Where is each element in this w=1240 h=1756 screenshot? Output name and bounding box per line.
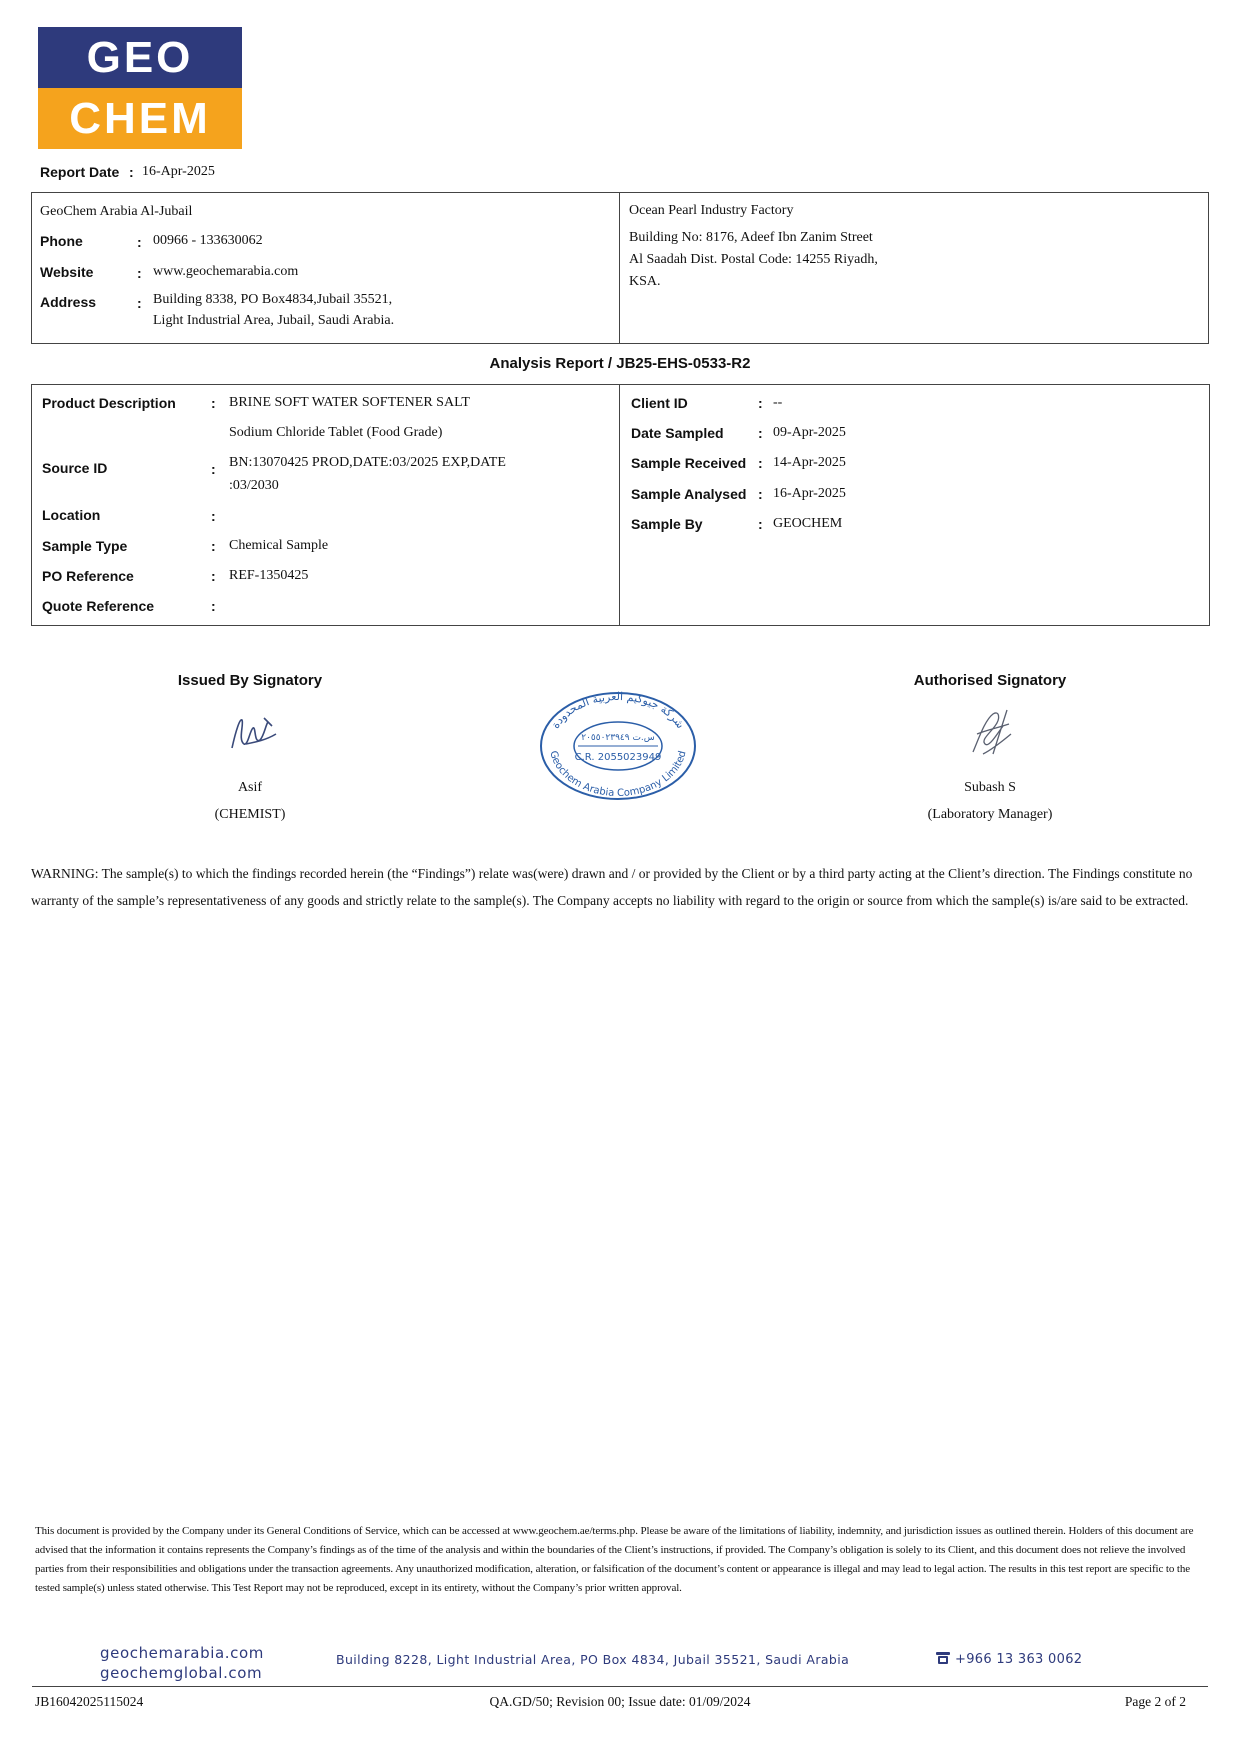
colon: : — [211, 598, 216, 614]
issued-signatory-name: Asif — [237, 780, 263, 795]
issuer-address-label: Address — [40, 294, 97, 310]
po-reference-value: REF-1350425 — [229, 568, 309, 583]
issued-signatory-title: Issued By Signatory — [177, 672, 323, 689]
terms-text: This document is provided by the Company under its General Conditions of Service, which can be accessed at www.geochem.ae/terms.php. Please be aware of the limitations of liability, indemnity, and jurisdiction issues as outlined therein. Holders of this document are advised that the information it contains represents the Company’s findings as of the time of the analysis and within the boundaries of the Client’s instructions, if provided. The Company’s obligation is solely to its Client, and this document does not relieve the involved parties from their responsibilities and obligations under the transaction agreements. Any unauthorized modification, alteration, or falsification of the document’s content or appearance is illegal and may lead to legal action. The results in this test report are specific to the tested sample(s) unless stated otherwise. This Test Report may not be reproduced, except in its entirety, without the Company’s prior written approval. — [35, 1525, 1194, 1594]
footer-page-number: Page 2 of 2 — [1124, 1694, 1186, 1709]
sample-received-value: 14-Apr-2025 — [773, 455, 846, 470]
warning-text: WARNING: The sample(s) to which the findings recorded herein (the “Findings”) relate was(were) drawn and / or provided by the Client or by a third party acting at the Client’s direction. The Findings constitute no warranty of the sample’s representativeness of any goods and strictly relate to the sample(s). The Company accepts no liability with regard to the origin or source from which the sample(s) is/are said to be extracted. — [31, 866, 1193, 908]
issuer-address-line2: Light Industrial Area, Jubail, Saudi Arabia. — [153, 313, 395, 328]
client-address-line1: Building No: 8176, Adeef Ibn Zanim Street — [629, 230, 873, 245]
issuer-website-label: Website — [40, 264, 94, 280]
footer-document-id: JB16042025115024 — [35, 1694, 144, 1709]
logo-text-bottom: CHEM — [38, 88, 242, 149]
client-name: Ocean Pearl Industry Factory — [629, 203, 794, 218]
issued-signatory-role: (CHEMIST) — [214, 807, 286, 822]
phone-icon — [935, 1651, 951, 1665]
quote-reference-label: Quote Reference — [42, 598, 155, 614]
date-sampled-value: 09-Apr-2025 — [773, 425, 846, 440]
authorised-signatory-role: (Laboratory Manager) — [927, 807, 1053, 822]
colon: : — [137, 265, 142, 281]
colon: : — [211, 568, 216, 584]
issuer-website[interactable]: www.geochemarabia.com — [153, 264, 299, 279]
colon: : — [758, 395, 763, 411]
sample-by-label: Sample By — [631, 516, 703, 532]
colon: : — [211, 395, 216, 411]
authorised-signatory-title: Authorised Signatory — [913, 672, 1067, 689]
product-description-value-2: Sodium Chloride Tablet (Food Grade) — [229, 425, 443, 440]
issuer-phone: 00966 - 133630062 — [153, 233, 263, 248]
product-description-label: Product Description — [42, 395, 176, 411]
sample-analysed-label: Sample Analysed — [631, 486, 747, 502]
report-title: Analysis Report / JB25-EHS-0533-R2 — [489, 355, 751, 372]
address-divider — [619, 192, 620, 344]
location-label: Location — [42, 507, 101, 523]
colon: : — [137, 234, 142, 250]
colon: : — [137, 295, 142, 311]
stamp-company-name: Geochem Arabia Company Limited — [547, 749, 689, 800]
colon: : — [758, 516, 763, 532]
footer-address: Building 8228, Light Industrial Area, PO Box 4834, Jubail 35521, Saudi Arabia — [336, 1652, 850, 1667]
product-description-value: BRINE SOFT WATER SOFTENER SALT — [229, 395, 470, 410]
sample-type-label: Sample Type — [42, 538, 128, 554]
issuer-phone-label: Phone — [40, 233, 83, 249]
client-address-line2: Al Saadah Dist. Postal Code: 14255 Riyadh, — [629, 252, 878, 267]
sample-analysed-value: 16-Apr-2025 — [773, 486, 846, 501]
source-id-label: Source ID — [42, 460, 108, 476]
company-stamp — [538, 690, 698, 802]
colon: : — [758, 455, 763, 471]
stamp-cr-number: C.R. 2055023949 — [574, 752, 662, 763]
stamp-arabic-cr: س.ت ٢٠٥٥٠٢٣٩٤٩ — [581, 733, 655, 743]
po-reference-label: PO Reference — [42, 568, 134, 584]
stamp-arabic-name: شركة جيوكيم العربية المحدودة — [548, 690, 688, 731]
footer-divider — [32, 1686, 1208, 1687]
footer-qa-revision: QA.GD/50; Revision 00; Issue date: 01/09/2024 — [489, 1694, 751, 1709]
client-id-value: -- — [773, 395, 783, 410]
sample-info-divider — [619, 384, 620, 626]
issued-signature-image — [226, 710, 280, 756]
sample-type-value: Chemical Sample — [229, 538, 329, 553]
logo-text-top: GEO — [38, 27, 242, 88]
report-date-value: 16-Apr-2025 — [142, 164, 215, 179]
footer-website-2[interactable]: geochemglobal.com — [100, 1664, 263, 1682]
source-id-value-2: :03/2030 — [229, 478, 279, 493]
client-address-line3: KSA. — [629, 274, 661, 289]
colon: : — [211, 508, 216, 524]
footer-phone: +966 13 363 0062 — [955, 1652, 1083, 1667]
colon: : — [211, 538, 216, 554]
authorised-signature-image — [963, 704, 1019, 760]
issuer-address-line1: Building 8338, PO Box4834,Jubail 35521, — [153, 292, 393, 307]
sample-received-label: Sample Received — [631, 455, 747, 471]
sample-info-box — [31, 384, 1210, 626]
footer-website-1[interactable]: geochemarabia.com — [100, 1644, 264, 1662]
sample-by-value: GEOCHEM — [773, 516, 843, 531]
colon: : — [758, 425, 763, 441]
company-logo — [38, 27, 242, 149]
authorised-signatory-name: Subash S — [964, 780, 1016, 795]
colon: : — [211, 461, 216, 477]
report-date-label: Report Date — [40, 164, 120, 180]
report-date-colon: : — [129, 164, 134, 180]
date-sampled-label: Date Sampled — [631, 425, 724, 441]
source-id-value: BN:13070425 PROD,DATE:03/2025 EXP,DATE — [229, 455, 506, 470]
colon: : — [758, 486, 763, 502]
issuer-name: GeoChem Arabia Al-Jubail — [40, 204, 193, 219]
client-id-label: Client ID — [631, 395, 688, 411]
